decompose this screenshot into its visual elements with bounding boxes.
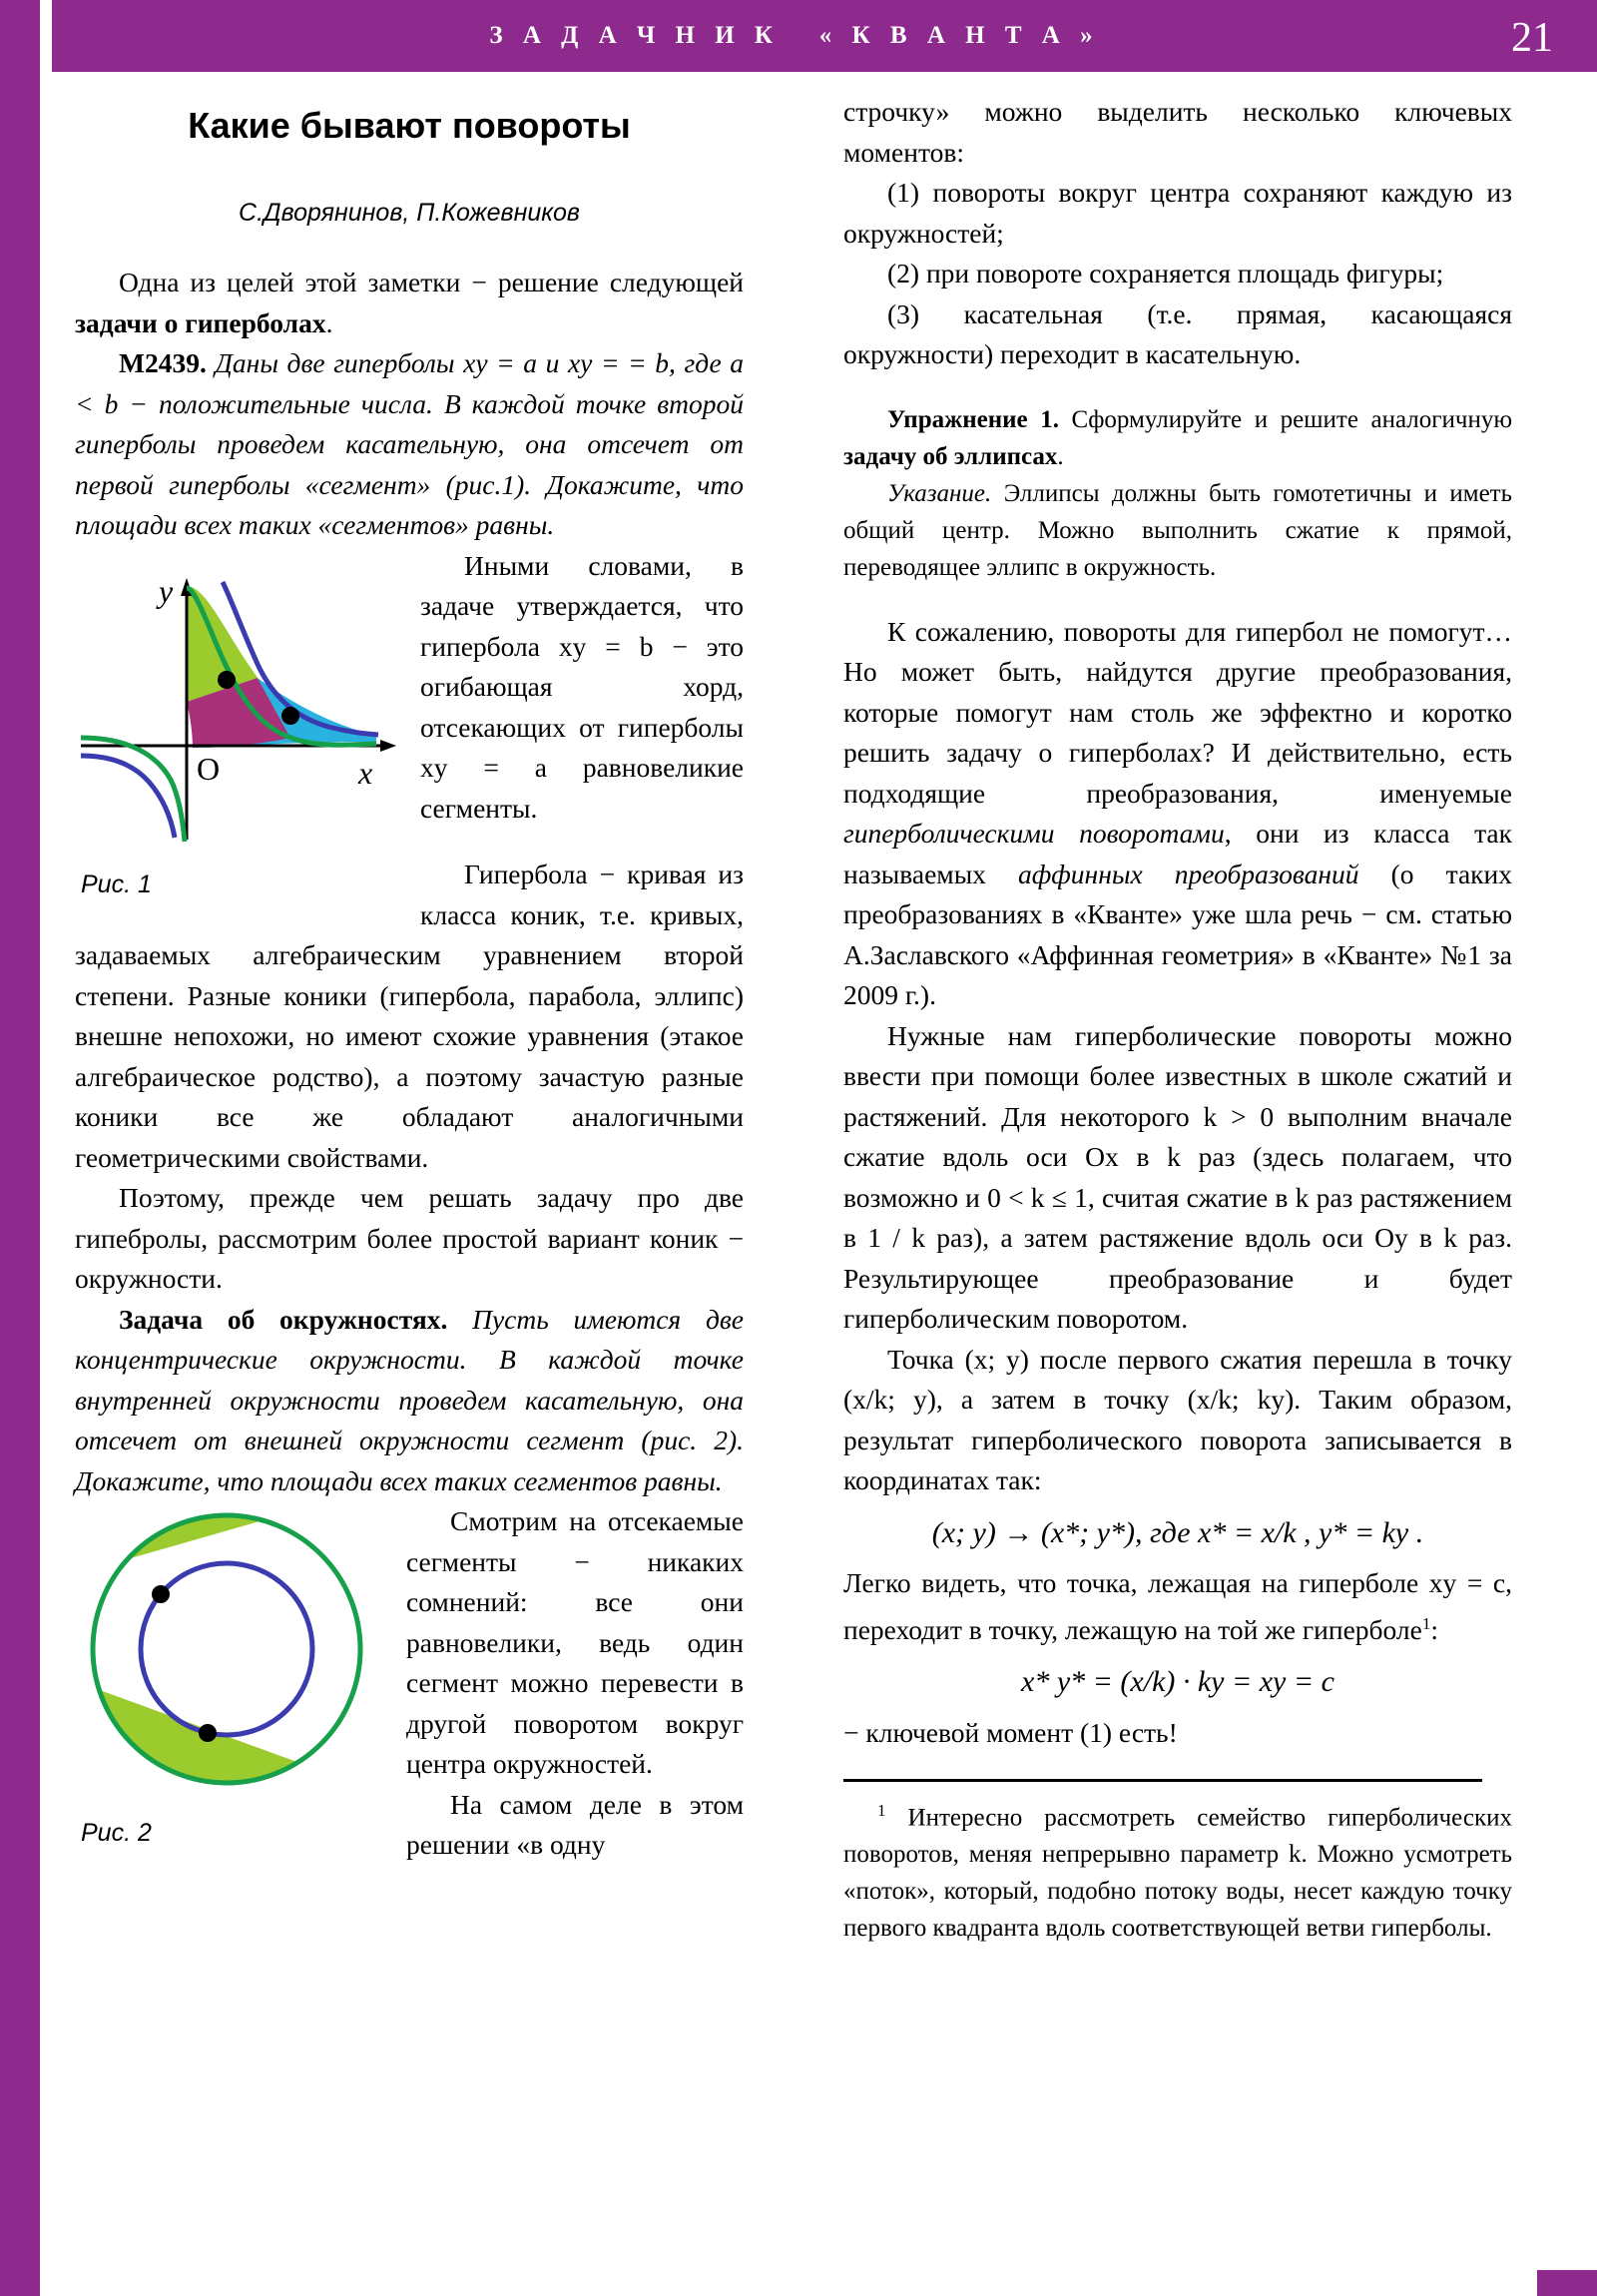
tangency-point-upper: [218, 671, 236, 689]
formula-invariance: x* y* = (x/k) · ky = xy = c: [1021, 1665, 1334, 1699]
paragraph-conics: Гипербола − кривая из класса коник, т.е. кривых, задаваемых алгебраическим уравнением второй степени. Разные коники (гипербола, парабола, эллипс) внешне непохожи, но имеют схожие уравнения (этакое алгебраическое родство), а поэтому зачастую разные коники все же обладают аналогичными геометрическими свойствами.: [75, 859, 744, 1173]
paragraph-unfortunately: [843, 612, 1512, 1016]
hint-text: Эллипсы должны быть гомотетичны и иметь общий центр. Можно выполнить сжатие к прямой, переводящее эллипс в окружность.: [843, 479, 1512, 581]
key-moment-1: (1) повороты вокруг центра сохраняют каждую из окружностей;: [843, 177, 1512, 249]
figure-2-graphic: [75, 1509, 392, 1799]
paragraph-key-moments-intro: строчку» можно выделить несколько ключевых моментов:: [843, 96, 1512, 168]
unfortunately-text-b: , они из класса так называемых: [843, 818, 1512, 889]
article-title: Какие бывают повороты: [188, 105, 631, 146]
page-number: 21: [1511, 15, 1553, 61]
paragraph-intro: [75, 263, 744, 343]
paragraph-spacer-3: [843, 586, 1512, 612]
tangency-point-lower: [281, 707, 299, 725]
right-column: [843, 92, 1512, 1947]
paragraph-easy-to-see: [843, 1563, 1512, 1650]
tangency-point-upper-left: [152, 1585, 170, 1603]
bottom-right-purple-mark: [1537, 2270, 1597, 2296]
paragraph-needed-rotations: Нужные нам гиперболические повороты можно ввести при помощи более известных в школе сжатий и растяжений. Для некоторого k > 0 выполним вначале сжатие вдоль оси Ox в k раз (здесь полагаем, что возможно и 0 < k ≤ 1, считая сжатие в k раз растяжением в 1 / k раз), а затем растяжение вдоль оси Oy в k раз. Результирующее преобразование и будет гиперболическим поворотом.: [843, 1019, 1512, 1334]
problem-m2439: [75, 343, 744, 546]
axis-label-y: y: [159, 572, 174, 609]
key-moment-2: (2) при повороте сохраняется площадь фигуры;: [887, 258, 1444, 288]
left-column: [75, 92, 744, 1866]
circles-problem-statement: Пусть имеются две концентрические окружности. В каждой точке внутренней окружности проведем касательную, она отсечет от внешней окружности сегмент (рис. 2). Докажите, что площади всех таких сегментов равны.: [75, 1303, 744, 1496]
affine-transforms-italic: аффинных преобразований: [1018, 858, 1359, 889]
hyperbolic-rotations-italic: гиперболическими поворотами: [843, 818, 1225, 849]
exercise-hint: [843, 475, 1512, 586]
circles-problem-label: Задача об окружностях.: [119, 1303, 448, 1335]
figure-2: [75, 1509, 392, 1853]
exercise-label: Упражнение 1.: [887, 405, 1059, 433]
paragraph-spacer-2: [843, 375, 1512, 401]
intro-bold: задачи о гиперболах: [75, 306, 326, 338]
exercise-text-b: .: [1057, 442, 1064, 470]
problem-label: M2439.: [119, 347, 207, 378]
looking-at-segments-text: Смотрим на отсекаемые сегменты − никаких сомнений: все они равновелики, ведь один сегмент можно перевести в другой поворотом вокруг центра окружностей.: [406, 1505, 744, 1779]
figure-2-caption: Рис. 2: [81, 1818, 152, 1847]
footnote-number: 1: [877, 1801, 886, 1821]
footnote-1: [843, 1792, 1512, 1947]
intro-text-b: .: [325, 306, 333, 338]
page-header-band: [52, 0, 1597, 72]
in-other-words-text: Иными словами, в задаче утверждается, что гипербола xy = b − это огибающая хорд, отсекающих от гиперболы xy = a равновеликие сегменты.: [420, 549, 744, 824]
footnote-body: Интересно рассмотреть семейство гиперболических поворотов, меняя непрерывно параметр k. Можно усмотреть «поток», который, подобно потоку воды, несет каждую точку первого квадранта вдоль соответствующей ветви гиперболы.: [843, 1804, 1512, 1943]
problem-statement: Даны две гиперболы xy = a и xy = = b, где a < b − положительные числа. В каждой точке второй гиперболы проведем касательную, она отсечет от первой гиперболы «сегмент» (рис.1). Докажите, что площади всех таких «сегментов» равны.: [75, 347, 744, 540]
easy-to-see-colon: :: [1430, 1613, 1439, 1645]
figure-1: [75, 552, 404, 905]
key-moment-3: (3) касательная (т.е. прямая, касающаяся окружности) переходит в касательную.: [843, 297, 1512, 369]
article-byline: С.Дворянинов, П.Кожевников: [239, 198, 580, 227]
paragraph-actually: На самом деле в этом решении «в одну: [406, 1788, 744, 1860]
unfortunately-text-a: К сожалению, повороты для гипербол не помогут… Но может быть, найдутся другие преобразования, которые помогут нам столь же эффектно и коротко решить задачу о гиперболах? И действительно, есть подходящие преобразования, именуемые: [843, 615, 1512, 809]
unfortunately-text-c: (о таких преобразованиях в «Кванте» уже шла речь − см. статью А.Заславского «Аффинная геометрия» в «Кванте» №1 за 2009 г.).: [843, 858, 1512, 1010]
footnote-separator: [843, 1779, 1482, 1782]
figure-1-graphic: [75, 552, 404, 852]
figure-1-caption: Рис. 1: [81, 870, 152, 898]
exercise-1: [843, 401, 1512, 475]
origin-label: O: [197, 750, 221, 787]
spine-white-gap: [40, 0, 52, 2296]
paragraph-point-maps: Точка (x; y) после первого сжатия перешла в точку (x/k; y), а затем в точку (x/k; ky). Таким образом, результат гиперболического поворота записывается в координатах так:: [843, 1343, 1512, 1495]
exercise-text-a: Сформулируйте и решите аналогичную: [1058, 405, 1512, 433]
formula-mapping: (x; y) → (x*; y*), где x* = x/k , y* = ky .: [931, 1515, 1424, 1549]
tangency-point-lower: [199, 1724, 217, 1742]
hint-label: Указание.: [887, 479, 992, 507]
intro-text-a: Одна из целей этой заметки − решение следующей: [119, 267, 744, 297]
easy-to-see-text: Легко видеть, что точка, лежащая на гиперболе xy = c, переходит в точку, лежащую на той же гиперболе: [843, 1567, 1512, 1645]
footnote-reference: 1: [1421, 1613, 1431, 1633]
problem-circles: [75, 1300, 744, 1502]
paragraph-key-moment-conclusion: − ключевой момент (1) есть!: [843, 1716, 1178, 1748]
exercise-bold: задачу об эллипсах: [843, 442, 1058, 470]
header-title: З А Д А Ч Н И К « К В А Н Т А »: [489, 22, 1100, 49]
header-underline: [52, 72, 1597, 77]
paragraph-therefore: Поэтому, прежде чем решать задачу про две гипебролы, рассмотрим более простой вариант коник − окружности.: [75, 1182, 744, 1294]
axis-label-x: x: [358, 754, 373, 791]
